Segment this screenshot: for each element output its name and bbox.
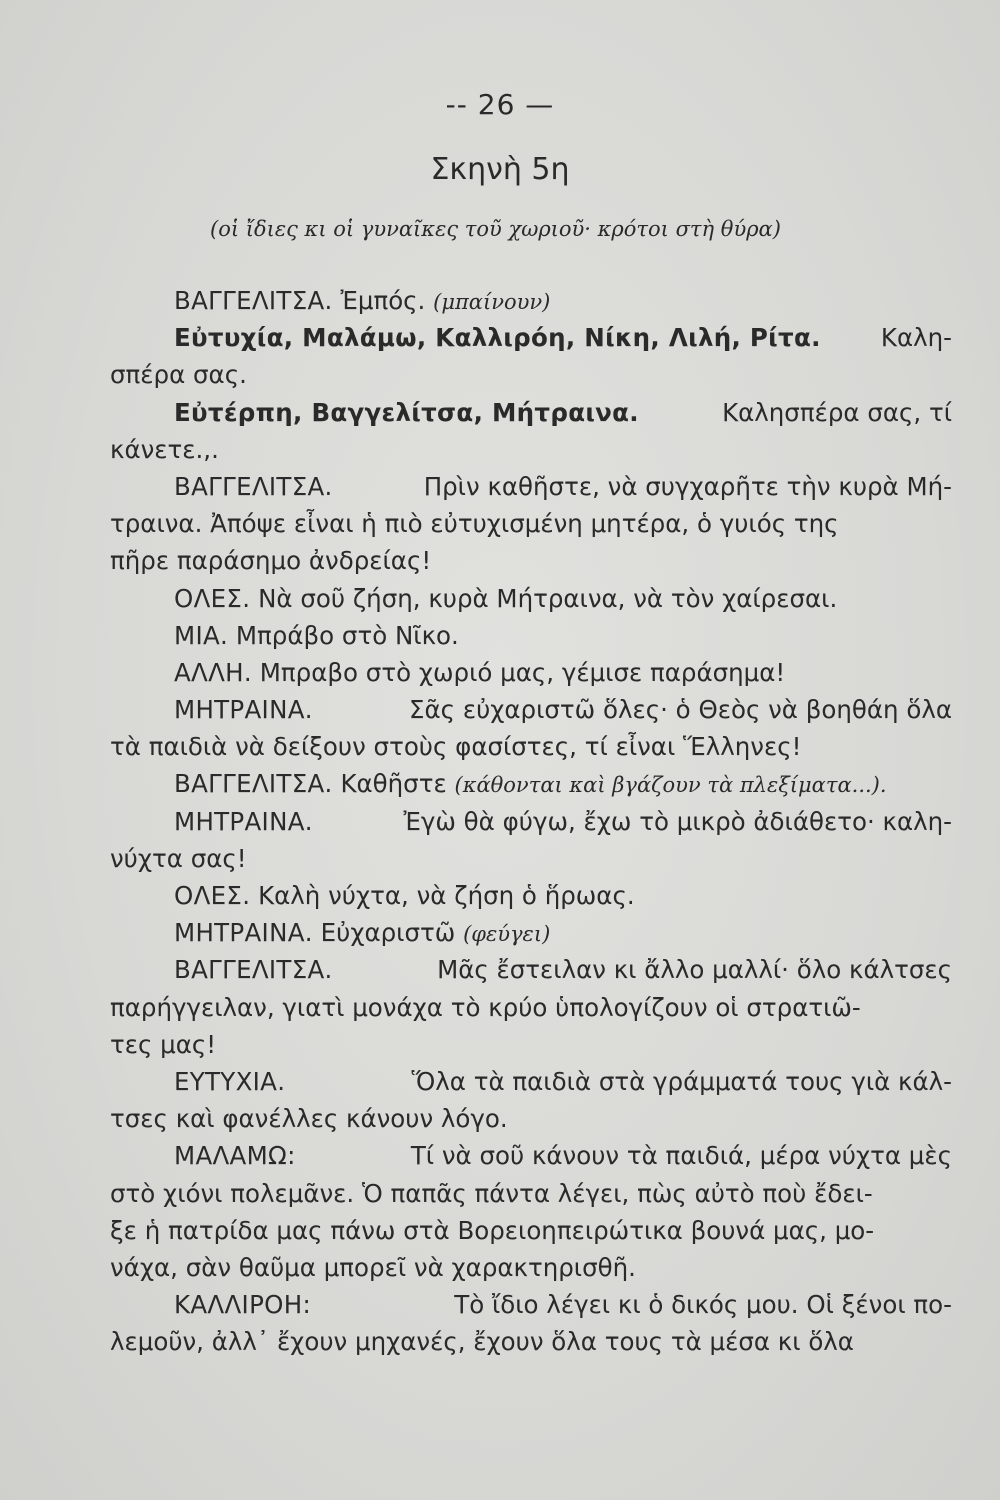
line-text: τραινα. Ἀπόψε εἶναι ἡ πιὸ εὐτυχισμένη μητέρα, ὁ γυιός της <box>110 509 839 539</box>
continuation-line <box>110 1175 952 1212</box>
line-text: Εὐχαριστῶ <box>320 918 456 948</box>
line-text: Μπραβο στὸ χωριό μας, γέμισε παράσημα! <box>259 657 786 687</box>
line-text: ξε ἡ πατρίδα μας πάνω στὰ Βορειοηπειρώτικα βουνά μας, μο- <box>110 1215 875 1245</box>
dialogue-line <box>110 914 952 951</box>
speaker-name: ΜΗΤΡΑΙΝΑ. <box>174 695 313 725</box>
dialogue-line <box>110 1286 952 1323</box>
line-text: Νὰ σοῦ ζήση, κυρὰ Μήτραινα, νὰ τὸν χαίρεσαι. <box>258 583 838 613</box>
line-text: Καλησπέρα σας, τί <box>722 397 952 427</box>
dialogue-line <box>110 1063 952 1100</box>
dialogue-line <box>110 468 952 505</box>
dialogue-line <box>110 394 952 431</box>
line-text: Ὅλα τὰ παιδιὰ στὰ γράμματά τους γιὰ κάλ- <box>411 1066 952 1096</box>
line-text: λεμοῦν, ἀλλ᾽ ἔχουν μηχανές, ἔχουν ὅλα τους τὰ μέσα κι ὅλα <box>110 1327 854 1357</box>
speaker-name: ΜΗΤΡΑΙΝΑ. <box>174 918 313 948</box>
play-text <box>110 282 952 1360</box>
stage-aside: (κάθονται καὶ βγάζουν τὰ πλεξίματα...). <box>454 773 887 798</box>
line-text: τσες καὶ φανέλλες κάνουν λόγο. <box>110 1104 508 1134</box>
line-text: Ἐμπός. <box>340 286 426 315</box>
dialogue-line <box>110 691 952 728</box>
dialogue-line <box>110 319 952 356</box>
line-text: Καλη- <box>880 323 952 353</box>
continuation-line <box>110 1100 952 1137</box>
speaker-name: ΒΑΓΓΕΛΙΤΣΑ. <box>174 955 333 985</box>
speaker-name: ΕΥΤΥΧΙΑ. <box>174 1066 286 1096</box>
dialogue-line <box>110 765 952 802</box>
line-text: Σᾶς εὐχαριστῶ ὅλες· ὁ Θεὸς νὰ βοηθάη ὅλα <box>409 695 952 725</box>
line-text: πῆρε παράσημο ἀνδρείας! <box>110 546 432 576</box>
speaker-name: ΜΗΤΡΑΙΝΑ. <box>174 806 313 836</box>
speaker-name: ΟΛΕΣ. <box>174 583 251 613</box>
speaker-name: ΚΑΛΛΙΡΟΗ: <box>174 1290 312 1320</box>
line-text: στὸ χιόνι πολεμᾶνε. Ὁ παπᾶς πάντα λέγει, πὼς αὐτὸ ποὺ ἔδει- <box>110 1178 873 1208</box>
continuation-line <box>110 1323 952 1360</box>
line-text: Πρὶν καθῆστε, νὰ συγχαρῆτε τὴν κυρὰ Μή- <box>423 471 952 501</box>
continuation-line <box>110 989 952 1026</box>
line-text: Μᾶς ἔστειλαν κι ἄλλο μαλλί· ὅλο κάλτσες <box>437 955 952 985</box>
continuation-line <box>110 1212 952 1249</box>
line-text: Καλὴ νύχτα, νὰ ζήση ὁ ἥρωας. <box>258 881 635 910</box>
line-text: κάνετε.,. <box>110 434 219 464</box>
speaker-name: ΒΑΓΓΕΛΙΤΣΑ. <box>174 286 333 315</box>
line-text: Τί νὰ σοῦ κάνουν τὰ παιδιά, μέρα νύχτα μὲς <box>410 1141 952 1171</box>
continuation-line <box>110 1249 952 1286</box>
speaker-names: Εὐτέρπη, Βαγγελίτσα, Μήτραινα. <box>174 397 639 427</box>
line-text: Καθῆστε <box>340 769 447 799</box>
dialogue-line <box>110 617 952 654</box>
continuation-line <box>110 431 952 468</box>
speaker-name: ΟΛΕΣ. <box>174 881 251 910</box>
line-text: Τὸ ἴδιο λέγει κι ὁ δικός μου. Οἱ ξένοι πο- <box>454 1290 952 1320</box>
continuation-line <box>110 542 952 579</box>
continuation-line <box>110 1026 952 1063</box>
stage-aside: (φεύγει) <box>463 922 551 947</box>
continuation-line <box>110 840 952 877</box>
dialogue-line <box>110 580 952 617</box>
line-text: τες μας! <box>110 1029 217 1059</box>
speaker-name: ΜΑΛΑΜΩ: <box>174 1141 296 1171</box>
dialogue-line <box>110 951 952 988</box>
scene-title: Σκηνὴ 5η <box>430 152 570 187</box>
speaker-name: ΜΙΑ. <box>174 620 229 650</box>
continuation-line <box>110 356 952 393</box>
continuation-line <box>110 728 952 765</box>
line-text: παρήγγειλαν, γιατὶ μονάχα τὸ κρύο ὑπολογίζουν οἱ στρατιῶ- <box>110 992 861 1022</box>
dialogue-line <box>110 654 952 691</box>
stage-aside: (μπαίνουν) <box>433 290 551 314</box>
speaker-name: ΑΛΛΗ. <box>174 657 252 687</box>
dialogue-line <box>110 1137 952 1174</box>
line-text: νάχα, σὰν θαῦμα μπορεῖ νὰ χαρακτηρισθῆ. <box>110 1252 636 1282</box>
page-number: -- 26 — <box>445 88 555 121</box>
line-text: τὰ παιδιὰ νὰ δείξουν στοὺς φασίστες, τί εἶναι Ἕλληνες! <box>110 732 802 762</box>
dialogue-line <box>110 282 952 319</box>
line-text: νύχτα σας! <box>110 843 247 873</box>
line-text: Ἐγὼ θὰ φύγω, ἔχω τὸ μικρὸ ἀδιάθετο· καλη- <box>403 806 952 836</box>
stage-direction: (οἱ ἴδιες κι οἱ γυναῖκες τοῦ χωριοῦ· κρότοι στὴ θύρα) <box>210 217 781 241</box>
line-text: σπέρα σας. <box>110 360 247 390</box>
dialogue-line <box>110 877 952 914</box>
speaker-name: ΒΑΓΓΕΛΙΤΣΑ. <box>174 471 333 501</box>
speaker-name: ΒΑΓΓΕΛΙΤΣΑ. <box>174 769 333 799</box>
speaker-names: Εὐτυχία, Μαλάμω, Καλλιρόη, Νίκη, Λιλή, Ρίτα. <box>174 323 821 353</box>
dialogue-line <box>110 803 952 840</box>
line-text: Μπράβο στὸ Νῖκο. <box>235 620 459 650</box>
continuation-line <box>110 505 952 542</box>
